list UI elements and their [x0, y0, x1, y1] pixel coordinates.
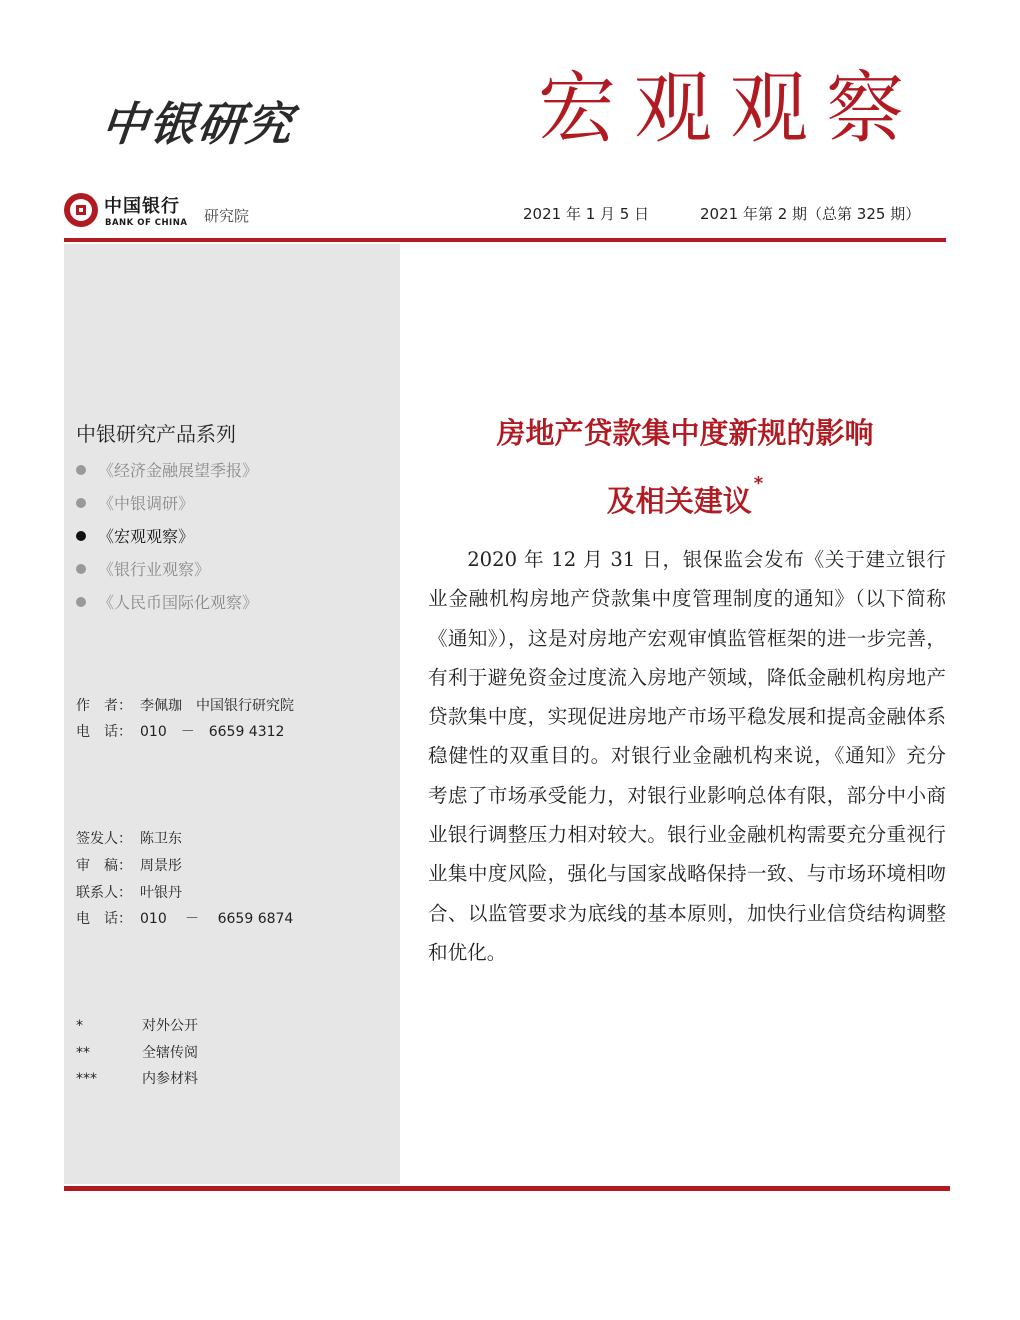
- issue-number: 2021 年第 2 期（总第 325 期）: [700, 205, 921, 223]
- article-summary: 2020 年 12 月 31 日，银保监会发布《关于建立银行业金融机构房地产贷款集中度管理制度的通知》（以下简称《通知》），这是对房地产宏观审慎监管框架的进一步完善，有利于避免资金过度流入房地产领域，降低金融机构房地产贷款集中度，实现促进房地产市场平稳发展和提高金融体系稳健性的双重目的。对银行业金融机构来说，《通知》充分考虑了市场承受能力，对银行业影响总体有限，部分中小商业银行调整压力相对较大。银行业金融机构需要充分重视行业集中度风险，强化与国家战略保持一致、与市场环境相吻合、以监管要求为底线的基本原则，加快行业信贷结构调整和优化。: [428, 548, 946, 964]
- institute-label: 研究院: [204, 207, 250, 225]
- bank-of-china-logo-icon: [64, 193, 98, 227]
- bullet-icon: [76, 597, 86, 607]
- footnote-mark: *: [753, 473, 764, 494]
- article-title-line2: 及相关建议*: [606, 473, 764, 518]
- bullet-icon: [76, 498, 86, 508]
- report-series-title: 宏观观察: [538, 64, 923, 154]
- access-level-item: * 对外公开: [76, 1018, 198, 1034]
- signer-line: 签发人： 陈卫东: [76, 831, 182, 847]
- reviewer-line: 审 稿： 周景彤: [76, 858, 182, 874]
- bank-name-cn: 中国银行: [104, 196, 180, 217]
- access-level-item: ** 全辖传阅: [76, 1045, 198, 1061]
- series-item: 《经济金融展望季报》: [76, 458, 258, 481]
- series-item-active: 《宏观观察》: [76, 524, 194, 547]
- publication-date: 2021 年 1 月 5 日: [523, 205, 650, 223]
- bank-name-en: BANK OF CHINA: [105, 218, 188, 228]
- article-title-line1: 房地产贷款集中度新规的影响: [496, 416, 874, 450]
- bullet-icon: [76, 465, 86, 475]
- series-heading: 中银研究产品系列: [76, 422, 236, 446]
- bullet-icon: [76, 564, 86, 574]
- series-item: 《中银调研》: [76, 491, 194, 514]
- contact-line: 联系人： 叶银丹: [76, 885, 182, 901]
- series-item: 《人民币国际化观察》: [76, 590, 258, 613]
- contact-phone-line: 电 话： 010 － 6659 6874: [76, 911, 294, 927]
- bullet-icon: [76, 531, 86, 541]
- author-phone-line: 电 话： 010 － 6659 4312: [76, 724, 285, 740]
- brand-calligraphy-logo: 中银研究: [98, 97, 297, 151]
- access-level-item: *** 内参材料: [76, 1071, 198, 1087]
- author-line: 作 者： 李佩珈 中国银行研究院: [76, 698, 294, 714]
- header-divider: [64, 238, 946, 242]
- footer-divider: [64, 1186, 950, 1191]
- series-item: 《银行业观察》: [76, 557, 210, 580]
